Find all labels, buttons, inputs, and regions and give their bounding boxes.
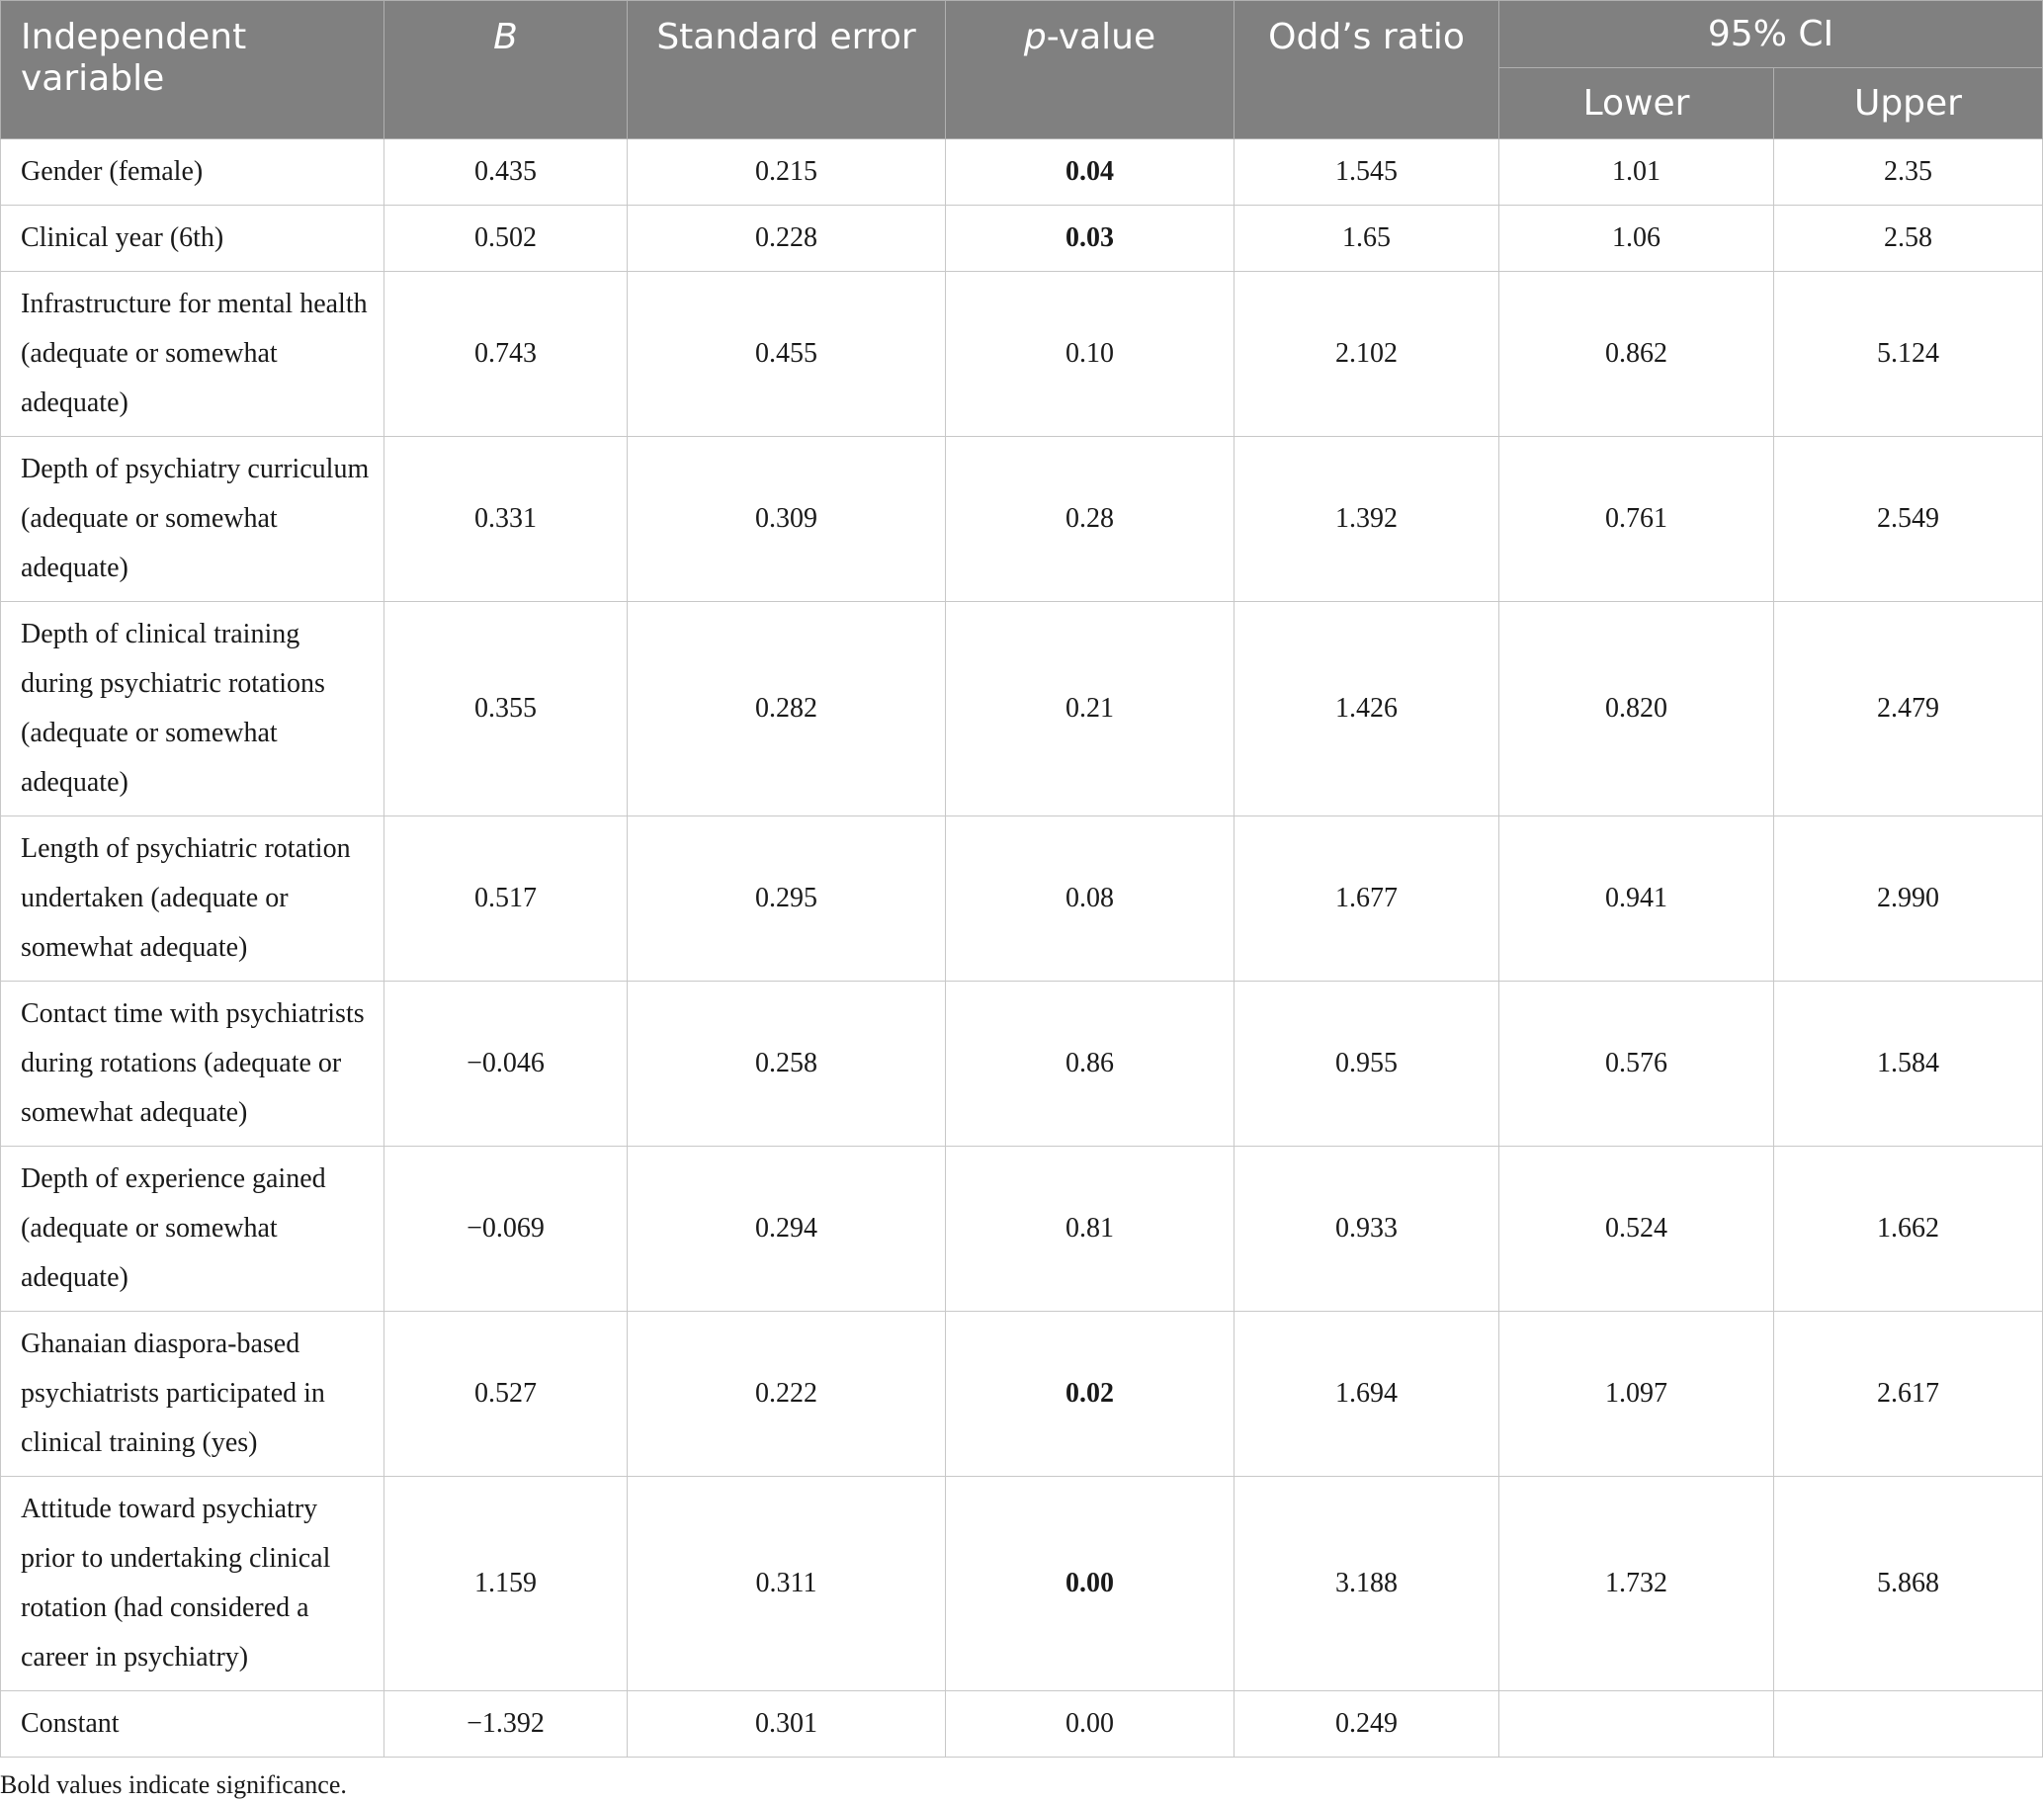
cell-ci-upper: 2.58 [1774,206,2043,272]
cell-ci-upper: 1.584 [1774,982,2043,1147]
cell-ci-upper: 1.662 [1774,1147,2043,1312]
cell-b: −0.046 [384,982,628,1147]
cell-variable: Attitude toward psychiatry prior to undertaking clinical rotation (had considered a career in psychiatry) [1,1477,384,1691]
table-row [1,139,2043,206]
cell-b: 1.159 [384,1477,628,1691]
cell-standard-error: 0.228 [628,206,946,272]
cell-b: 0.355 [384,602,628,816]
cell-ci-lower: 0.862 [1499,272,1774,437]
table-row [1,1691,2043,1758]
table-row [1,1312,2043,1477]
cell-odds-ratio: 1.392 [1235,437,1499,602]
cell-ci-lower: 0.524 [1499,1147,1774,1312]
table-row [1,206,2043,272]
cell-b: 0.331 [384,437,628,602]
cell-standard-error: 0.311 [628,1477,946,1691]
cell-b: 0.527 [384,1312,628,1477]
cell-odds-ratio: 0.933 [1235,1147,1499,1312]
cell-ci-lower: 1.01 [1499,139,1774,206]
table-row [1,437,2043,602]
footnote: Bold values indicate significance. [0,1770,347,1799]
cell-p-value: 0.00 [946,1477,1235,1691]
cell-ci-upper: 5.124 [1774,272,2043,437]
cell-standard-error: 0.222 [628,1312,946,1477]
cell-ci-lower: 0.941 [1499,816,1774,982]
header-p-italic: p [1023,17,1047,57]
cell-odds-ratio: 0.955 [1235,982,1499,1147]
cell-ci-lower: 0.576 [1499,982,1774,1147]
cell-variable: Length of psychiatric rotation undertaken (adequate or somewhat adequate) [1,816,384,982]
cell-b: −1.392 [384,1691,628,1758]
header-b-label: B [493,17,518,57]
cell-standard-error: 0.301 [628,1691,946,1758]
cell-variable: Depth of clinical training during psychiatric rotations (adequate or somewhat adequate) [1,602,384,816]
cell-p-value: 0.04 [946,139,1235,206]
table-body [1,139,2043,1758]
cell-p-value: 0.03 [946,206,1235,272]
cell-ci-upper: 5.868 [1774,1477,2043,1691]
cell-b: 0.517 [384,816,628,982]
header-95-ci: 95% CI [1499,1,2043,68]
cell-variable: Contact time with psychiatrists during rotations (adequate or somewhat adequate) [1,982,384,1147]
cell-odds-ratio: 1.677 [1235,816,1499,982]
table-row [1,272,2043,437]
header-b [384,1,628,139]
cell-ci-upper: 2.549 [1774,437,2043,602]
cell-ci-lower: 0.820 [1499,602,1774,816]
table-header [1,1,2043,139]
cell-standard-error: 0.215 [628,139,946,206]
cell-odds-ratio: 1.545 [1235,139,1499,206]
header-row [1,1,2043,68]
header-lower: Lower [1499,68,1774,139]
cell-ci-lower: 1.732 [1499,1477,1774,1691]
cell-p-value: 0.02 [946,1312,1235,1477]
cell-ci-upper [1774,1691,2043,1758]
cell-standard-error: 0.455 [628,272,946,437]
cell-standard-error: 0.309 [628,437,946,602]
cell-variable: Gender (female) [1,139,384,206]
cell-standard-error: 0.295 [628,816,946,982]
cell-b: 0.502 [384,206,628,272]
cell-p-value: 0.00 [946,1691,1235,1758]
cell-b: −0.069 [384,1147,628,1312]
cell-p-value: 0.28 [946,437,1235,602]
cell-ci-lower: 1.097 [1499,1312,1774,1477]
table-row [1,1477,2043,1691]
cell-ci-upper: 2.479 [1774,602,2043,816]
cell-p-value: 0.86 [946,982,1235,1147]
cell-standard-error: 0.282 [628,602,946,816]
cell-odds-ratio: 1.426 [1235,602,1499,816]
cell-ci-upper: 2.617 [1774,1312,2043,1477]
cell-variable: Depth of experience gained (adequate or somewhat adequate) [1,1147,384,1312]
cell-ci-upper: 2.990 [1774,816,2043,982]
cell-b: 0.435 [384,139,628,206]
cell-odds-ratio: 2.102 [1235,272,1499,437]
cell-variable: Infrastructure for mental health (adequate or somewhat adequate) [1,272,384,437]
table-row [1,816,2043,982]
cell-variable: Ghanaian diaspora-based psychiatrists participated in clinical training (yes) [1,1312,384,1477]
header-independent-variable: Independent variable [1,1,384,139]
cell-p-value: 0.81 [946,1147,1235,1312]
cell-ci-lower [1499,1691,1774,1758]
table-row [1,982,2043,1147]
cell-ci-lower: 0.761 [1499,437,1774,602]
cell-ci-upper: 2.35 [1774,139,2043,206]
cell-standard-error: 0.258 [628,982,946,1147]
cell-odds-ratio: 0.249 [1235,1691,1499,1758]
cell-odds-ratio: 1.65 [1235,206,1499,272]
cell-b: 0.743 [384,272,628,437]
cell-p-value: 0.21 [946,602,1235,816]
cell-variable: Depth of psychiatry curriculum (adequate or somewhat adequate) [1,437,384,602]
cell-p-value: 0.08 [946,816,1235,982]
table-row [1,602,2043,816]
cell-ci-lower: 1.06 [1499,206,1774,272]
cell-variable: Clinical year (6th) [1,206,384,272]
cell-odds-ratio: 3.188 [1235,1477,1499,1691]
header-odds-ratio: Odd’s ratio [1235,1,1499,139]
cell-variable: Constant [1,1691,384,1758]
header-p-rest: -value [1046,17,1156,57]
cell-standard-error: 0.294 [628,1147,946,1312]
header-standard-error: Standard error [628,1,946,139]
table-row [1,1147,2043,1312]
header-upper: Upper [1774,68,2043,139]
cell-odds-ratio: 1.694 [1235,1312,1499,1477]
cell-p-value: 0.10 [946,272,1235,437]
header-p-value [946,1,1235,139]
